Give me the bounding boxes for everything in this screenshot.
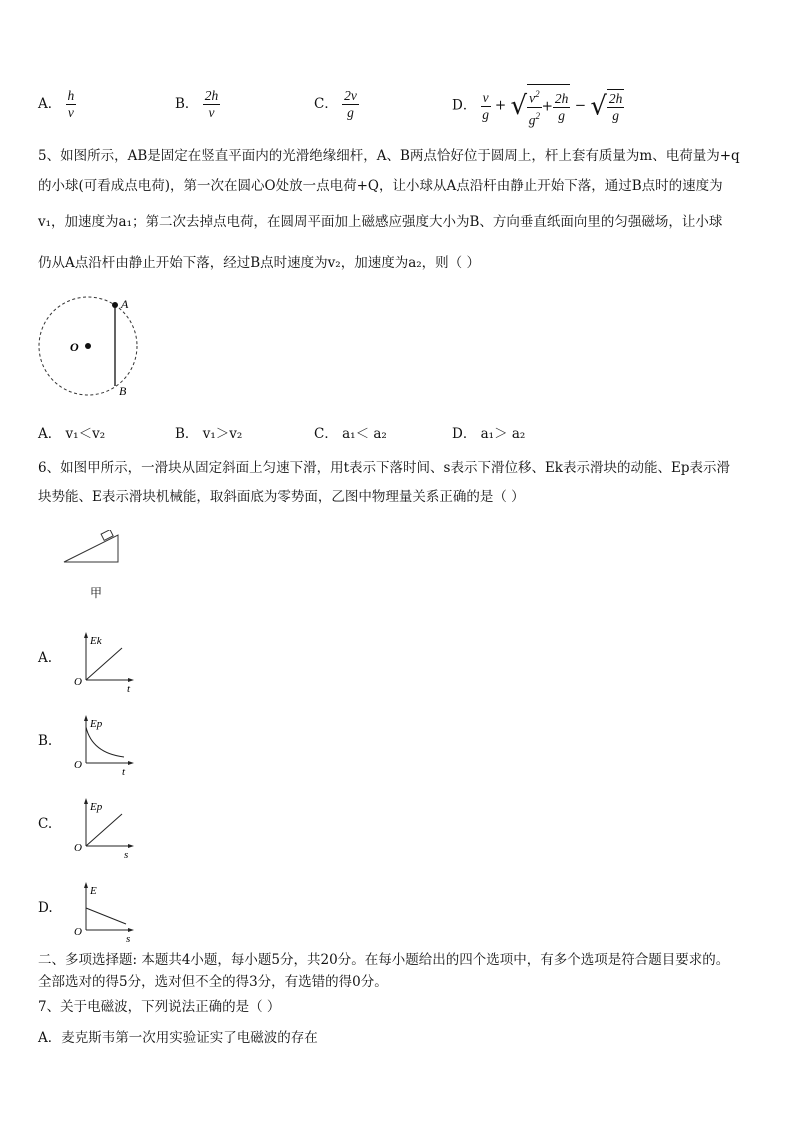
circle-rod-figure: [36, 296, 146, 400]
denominator: g: [482, 106, 489, 122]
x-label: s: [124, 849, 129, 861]
radical-sign: √: [590, 91, 607, 121]
graph-c-option: C.: [38, 816, 53, 832]
fraction: [527, 86, 542, 128]
var: g: [528, 112, 536, 127]
y-arrow: [84, 798, 88, 804]
plus-sign: +: [541, 98, 553, 115]
y-arrow: [84, 882, 88, 888]
origin-label: O: [74, 676, 82, 688]
square-root-1: [511, 84, 571, 128]
incline-triangle: [64, 535, 118, 562]
ball-at-a: [112, 302, 118, 308]
label-a: A: [121, 297, 129, 311]
x-arrow: [128, 928, 134, 932]
q7-stem: 7、关于电磁波，下列说法正确的是（ ）: [38, 999, 281, 1015]
plus-sign: +: [494, 97, 507, 114]
radicand: [527, 84, 570, 128]
q7-option-a: A．麦克斯韦第一次用实验证实了电磁波的存在: [38, 1030, 318, 1046]
x-label: t: [127, 683, 131, 695]
graph-b-option: B.: [38, 733, 53, 749]
superscript: 2: [535, 89, 540, 99]
incline-figure: [60, 530, 124, 566]
y-label: Ep: [90, 801, 103, 813]
q5-option-a: A． v₁＜v₂: [38, 426, 106, 442]
radicand: [607, 89, 625, 124]
q5-option-c: C． a₁＜ a₂: [314, 426, 387, 442]
numerator: 2h: [608, 90, 623, 106]
square-root-2: [590, 89, 624, 124]
figure-caption: 甲: [90, 586, 103, 600]
origin-label: O: [74, 842, 82, 854]
graph-line: [86, 908, 126, 924]
x-arrow: [128, 678, 134, 682]
x-label: s: [126, 933, 131, 945]
graph-line: [86, 814, 122, 846]
q5-line-1: 5、如图所示，AB是固定在竖直平面内的光滑绝缘细杆，A、B两点恰好位于圆周上，杆上套有质量为m、电荷量为+q: [38, 148, 740, 164]
graph-line: [86, 648, 122, 680]
var: v: [529, 90, 536, 106]
minus-sign: −: [574, 97, 587, 114]
fraction: [203, 88, 221, 121]
x-arrow: [128, 844, 134, 848]
denominator: v: [208, 105, 215, 120]
fraction: [342, 88, 359, 121]
numerator: [527, 86, 542, 108]
denominator: [527, 108, 542, 129]
fraction: [607, 91, 625, 124]
y-arrow: [84, 715, 88, 721]
option-label: B．: [175, 96, 199, 112]
label-b: B: [119, 384, 127, 398]
numerator: v: [482, 89, 489, 105]
q5-line-2: 的小球(可看成点电荷)，第一次在圆心O处放一点电荷+Q，让小球从A点沿杆由静止开始下落，通过B点时的速度为: [38, 178, 723, 194]
graph-curve: [86, 727, 124, 757]
graph-d: [70, 880, 140, 946]
x-label: t: [122, 766, 126, 778]
y-label: E: [90, 885, 97, 897]
y-arrow: [84, 632, 88, 638]
q5-line-4: 仍从A点沿杆由静止开始下落，经过B点时速度为v₂，加速度为a₂，则（ ）: [38, 255, 480, 271]
radical-sign: √: [510, 91, 528, 121]
graph-a: [70, 630, 140, 696]
origin-label: O: [74, 759, 82, 771]
graph-c: [70, 796, 140, 862]
label-o: O: [70, 340, 79, 354]
q5-option-d: D． a₁＞ a₂: [452, 426, 526, 442]
q4-option-b: [175, 88, 220, 121]
q6-line-2: 块势能、E表示滑块机械能，取斜面底为零势面，乙图中物理量关系正确的是（ ）: [38, 489, 525, 505]
fraction: [481, 90, 491, 123]
numerator: 2h: [554, 90, 569, 106]
graph-b: [70, 713, 140, 779]
q5-line-3: v₁，加速度为a₁；第二次去掉点电荷，在圆周平面加上磁感应强度大小为B、方向垂直纸面向里的匀强磁场，让小球: [38, 214, 723, 230]
graph-d-option: D.: [38, 900, 53, 916]
center-point-o: [85, 343, 91, 349]
q5-option-b: B． v₁＞v₂: [175, 426, 243, 442]
denominator: g: [347, 105, 354, 120]
option-label: A．: [38, 96, 62, 112]
q4-option-a: [38, 88, 76, 121]
denominator: g: [612, 107, 620, 123]
numerator: 2v: [344, 88, 357, 103]
fraction: [66, 88, 77, 121]
y-label: Ep: [90, 718, 103, 730]
denominator: g: [558, 107, 566, 123]
numerator: 2h: [204, 88, 219, 103]
denominator: v: [67, 105, 74, 120]
option-label: C．: [314, 96, 338, 112]
q4-option-d: [452, 84, 624, 128]
numerator: h: [67, 88, 75, 103]
section2-line-1: 二、多项选择题: 本题共4小题，每小题5分，共20分。在每小题给出的四个选项中，有多个选项是符合题目要求的。: [38, 952, 730, 968]
graph-a-option: A.: [38, 650, 53, 666]
x-arrow: [128, 761, 134, 765]
section2-line-2: 全部选对的得5分，选对但不全的得3分，有选错的得0分。: [38, 974, 388, 990]
q6-line-1: 6、如图甲所示，一滑块从固定斜面上匀速下滑，用t表示下落时间、s表示下滑位移、Ek表示滑块的动能、Ep表示滑: [38, 460, 730, 476]
y-label: Ek: [90, 635, 102, 647]
q4-option-c: [314, 88, 359, 121]
origin-label: O: [74, 926, 82, 938]
fraction: [553, 91, 571, 124]
superscript: 2: [535, 110, 540, 121]
option-label: D．: [452, 97, 477, 114]
